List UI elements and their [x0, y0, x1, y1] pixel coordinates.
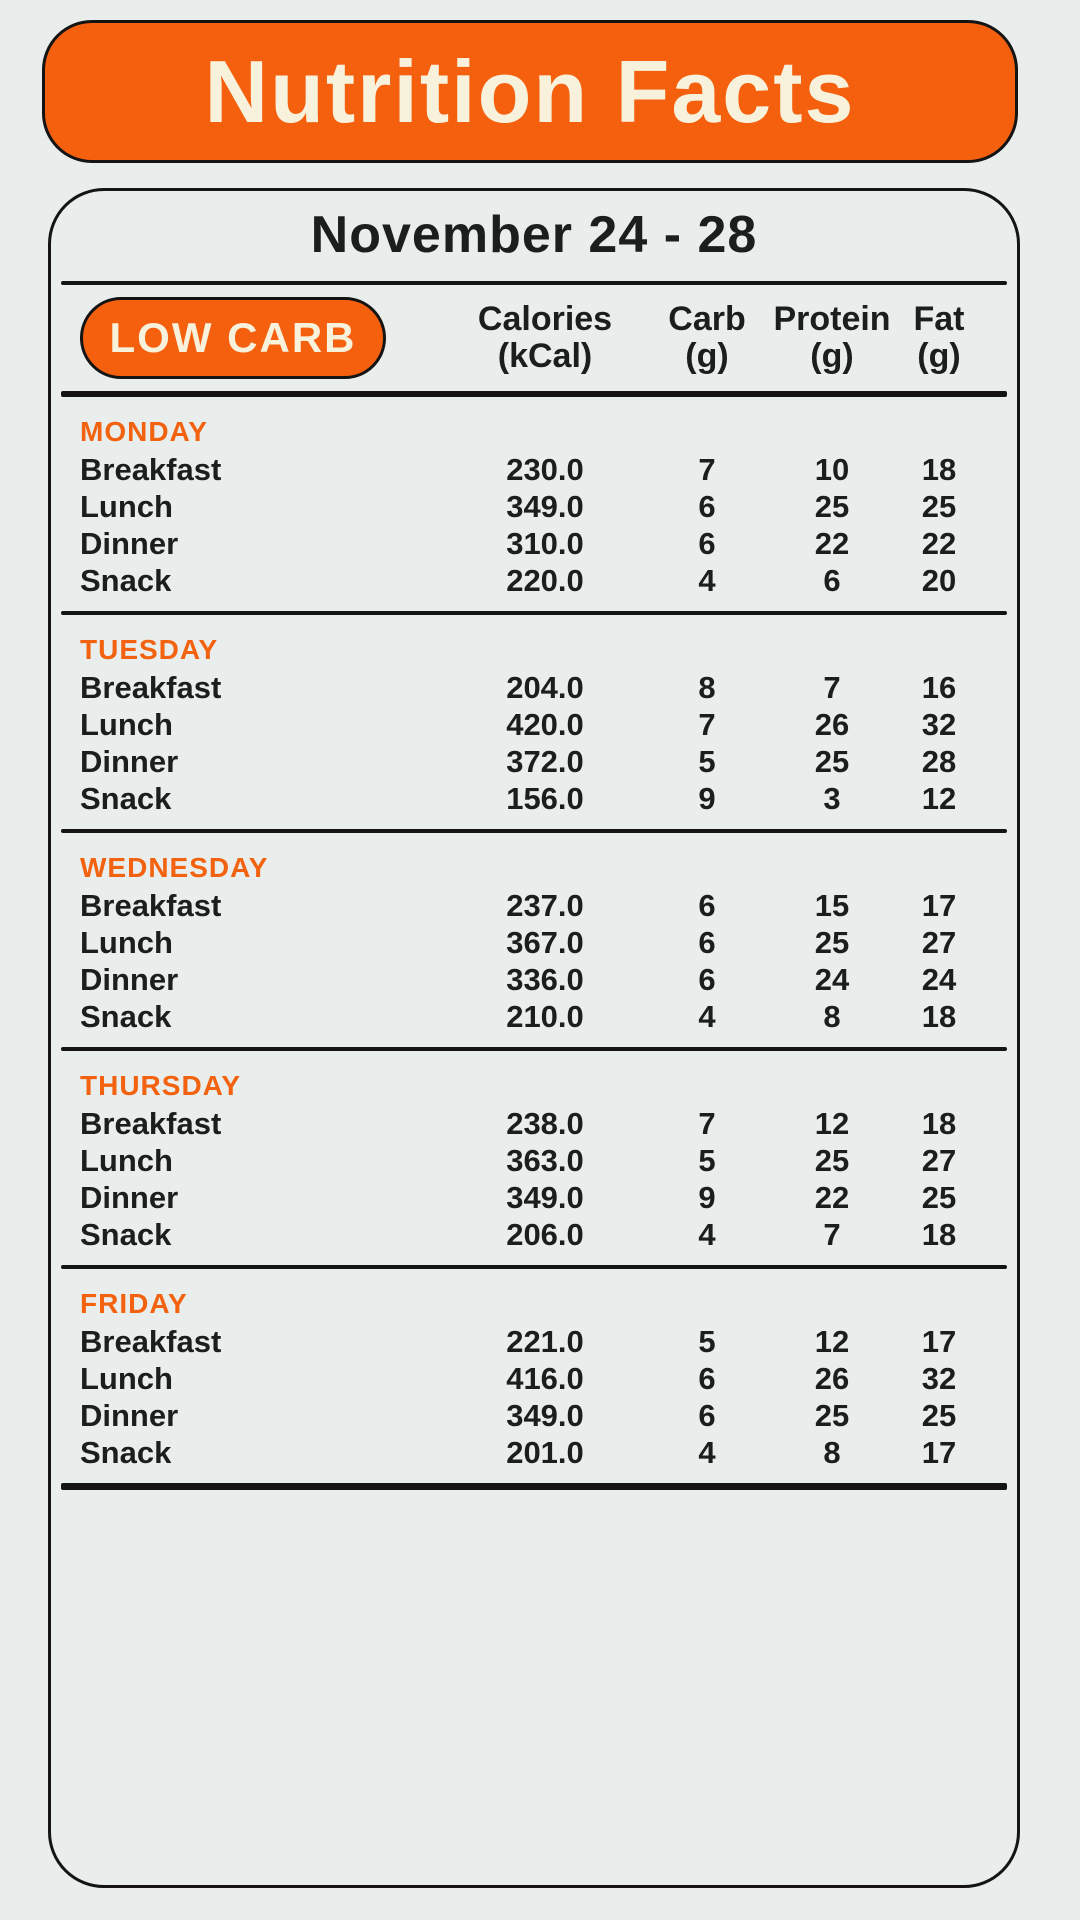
day-section — [51, 833, 1017, 1047]
carb-value: 6 — [698, 961, 716, 997]
calories-value: 204.0 — [506, 669, 584, 705]
table-header-row — [51, 285, 1017, 391]
meal-label: Snack — [80, 1434, 172, 1470]
protein-value: 26 — [814, 1360, 850, 1396]
protein-value: 6 — [823, 562, 841, 598]
protein-value: 12 — [814, 1323, 850, 1359]
meal-label: Breakfast — [80, 669, 222, 705]
calories-value: 206.0 — [506, 1216, 584, 1252]
table-row — [80, 525, 981, 562]
meal-label: Lunch — [80, 1142, 173, 1178]
table-row — [80, 780, 981, 817]
meal-label: Lunch — [80, 488, 173, 524]
fat-value: 20 — [921, 562, 957, 598]
meal-label: Dinner — [80, 1397, 179, 1433]
protein-value: 12 — [814, 1105, 850, 1141]
carb-value: 5 — [698, 1323, 716, 1359]
protein-value: 24 — [814, 961, 850, 997]
meal-label: Dinner — [80, 1179, 179, 1215]
date-range-title: November 24 - 28 — [310, 206, 758, 264]
carb-value: 9 — [698, 1179, 716, 1215]
table-row — [80, 1360, 981, 1397]
fat-value: 24 — [921, 961, 957, 997]
meal-plan-card — [48, 188, 1020, 1888]
fat-value: 27 — [921, 924, 957, 960]
fat-value: 27 — [921, 1142, 957, 1178]
protein-value: 8 — [823, 1434, 841, 1470]
calories-value: 220.0 — [506, 562, 584, 598]
carb-value: 4 — [698, 1434, 716, 1470]
carb-value: 4 — [698, 1216, 716, 1252]
calories-value: 349.0 — [506, 1397, 584, 1433]
carb-value: 6 — [698, 887, 716, 923]
carb-value: 7 — [698, 451, 716, 487]
calories-value: 416.0 — [506, 1360, 584, 1396]
calories-value: 238.0 — [506, 1105, 584, 1141]
fat-value: 25 — [921, 1179, 957, 1215]
day-label: WEDNESDAY — [80, 852, 269, 883]
day-label: TUESDAY — [80, 634, 219, 665]
carb-value: 6 — [698, 1397, 716, 1433]
table-row — [80, 961, 981, 998]
column-header-calories: Calories (kCal) — [477, 300, 613, 375]
day-section — [51, 615, 1017, 829]
table-row — [80, 669, 981, 706]
meal-label: Dinner — [80, 525, 179, 561]
calories-value: 349.0 — [506, 1179, 584, 1215]
fat-value: 25 — [921, 1397, 957, 1433]
calories-value: 349.0 — [506, 488, 584, 524]
meal-label: Snack — [80, 998, 172, 1034]
calories-value: 310.0 — [506, 525, 584, 561]
protein-value: 15 — [814, 887, 850, 923]
protein-value: 25 — [814, 1142, 850, 1178]
diet-badge-label: LOW CARB — [109, 314, 357, 361]
carb-value: 7 — [698, 706, 716, 742]
carb-value: 6 — [698, 924, 716, 960]
protein-value: 3 — [823, 780, 841, 816]
day-section — [51, 397, 1017, 611]
diet-badge — [80, 297, 386, 379]
table-row — [80, 562, 981, 599]
protein-value: 7 — [823, 1216, 841, 1252]
fat-value: 17 — [921, 1434, 957, 1470]
nutrition-facts-banner — [42, 20, 1018, 163]
fat-value: 18 — [921, 1216, 957, 1252]
carb-value: 6 — [698, 1360, 716, 1396]
protein-value: 26 — [814, 706, 850, 742]
meal-label: Breakfast — [80, 887, 222, 923]
meal-label: Lunch — [80, 1360, 173, 1396]
fat-value: 17 — [921, 887, 957, 923]
calories-value: 336.0 — [506, 961, 584, 997]
calories-value: 237.0 — [506, 887, 584, 923]
table-row — [80, 887, 981, 924]
carb-value: 7 — [698, 1105, 716, 1141]
table-row — [80, 706, 981, 743]
table-row — [80, 1397, 981, 1434]
day-label: FRIDAY — [80, 1288, 188, 1319]
meal-label: Dinner — [80, 961, 179, 997]
page-title: Nutrition Facts — [204, 41, 856, 141]
calories-value: 221.0 — [506, 1323, 584, 1359]
day-divider — [61, 1483, 1007, 1490]
fat-value: 28 — [921, 743, 957, 779]
meal-label: Snack — [80, 780, 172, 816]
carb-value: 5 — [698, 1142, 716, 1178]
meal-label: Breakfast — [80, 1105, 222, 1141]
table-row — [80, 488, 981, 525]
protein-value: 25 — [814, 743, 850, 779]
meal-label: Lunch — [80, 924, 173, 960]
fat-value: 22 — [921, 525, 957, 561]
table-row — [80, 1105, 981, 1142]
calories-value: 372.0 — [506, 743, 584, 779]
meal-label: Dinner — [80, 743, 179, 779]
calories-value: 420.0 — [506, 706, 584, 742]
fat-value: 17 — [921, 1323, 957, 1359]
protein-value: 10 — [814, 451, 850, 487]
column-header-fat: Fat (g) — [913, 300, 965, 375]
protein-value: 8 — [823, 998, 841, 1034]
fat-value: 16 — [921, 669, 957, 705]
fat-value: 25 — [921, 488, 957, 524]
calories-value: 363.0 — [506, 1142, 584, 1178]
fat-value: 12 — [921, 780, 957, 816]
table-row — [80, 998, 981, 1035]
fat-value: 18 — [921, 451, 957, 487]
carb-value: 4 — [698, 998, 716, 1034]
table-row — [80, 1179, 981, 1216]
carb-value: 8 — [698, 669, 716, 705]
calories-value: 210.0 — [506, 998, 584, 1034]
fat-value: 32 — [921, 1360, 957, 1396]
calories-value: 230.0 — [506, 451, 584, 487]
day-label: MONDAY — [80, 416, 208, 447]
table-row — [80, 743, 981, 780]
calories-value: 156.0 — [506, 780, 584, 816]
carb-value: 6 — [698, 488, 716, 524]
day-section — [51, 1269, 1017, 1483]
meal-label: Lunch — [80, 706, 173, 742]
calories-value: 367.0 — [506, 924, 584, 960]
carb-value: 9 — [698, 780, 716, 816]
protein-value: 22 — [814, 1179, 850, 1215]
fat-value: 18 — [921, 1105, 957, 1141]
column-header-protein: Protein (g) — [773, 300, 891, 375]
protein-value: 7 — [823, 669, 841, 705]
table-row — [80, 1434, 981, 1471]
fat-value: 18 — [921, 998, 957, 1034]
protein-value: 25 — [814, 488, 850, 524]
column-header-carb: Carb (g) — [668, 300, 746, 375]
day-section — [51, 1051, 1017, 1265]
carb-value: 4 — [698, 562, 716, 598]
table-row — [80, 924, 981, 961]
protein-value: 25 — [814, 924, 850, 960]
carb-value: 5 — [698, 743, 716, 779]
meal-label: Snack — [80, 1216, 172, 1252]
fat-value: 32 — [921, 706, 957, 742]
carb-value: 6 — [698, 525, 716, 561]
table-row — [80, 1142, 981, 1179]
protein-value: 22 — [814, 525, 850, 561]
meal-label: Breakfast — [80, 1323, 222, 1359]
protein-value: 25 — [814, 1397, 850, 1433]
table-row — [80, 1323, 981, 1360]
meal-label: Breakfast — [80, 451, 222, 487]
days-container — [51, 397, 1017, 1490]
table-row — [80, 1216, 981, 1253]
calories-value: 201.0 — [506, 1434, 584, 1470]
table-row — [80, 451, 981, 488]
day-label: THURSDAY — [80, 1070, 241, 1101]
meal-label: Snack — [80, 562, 172, 598]
